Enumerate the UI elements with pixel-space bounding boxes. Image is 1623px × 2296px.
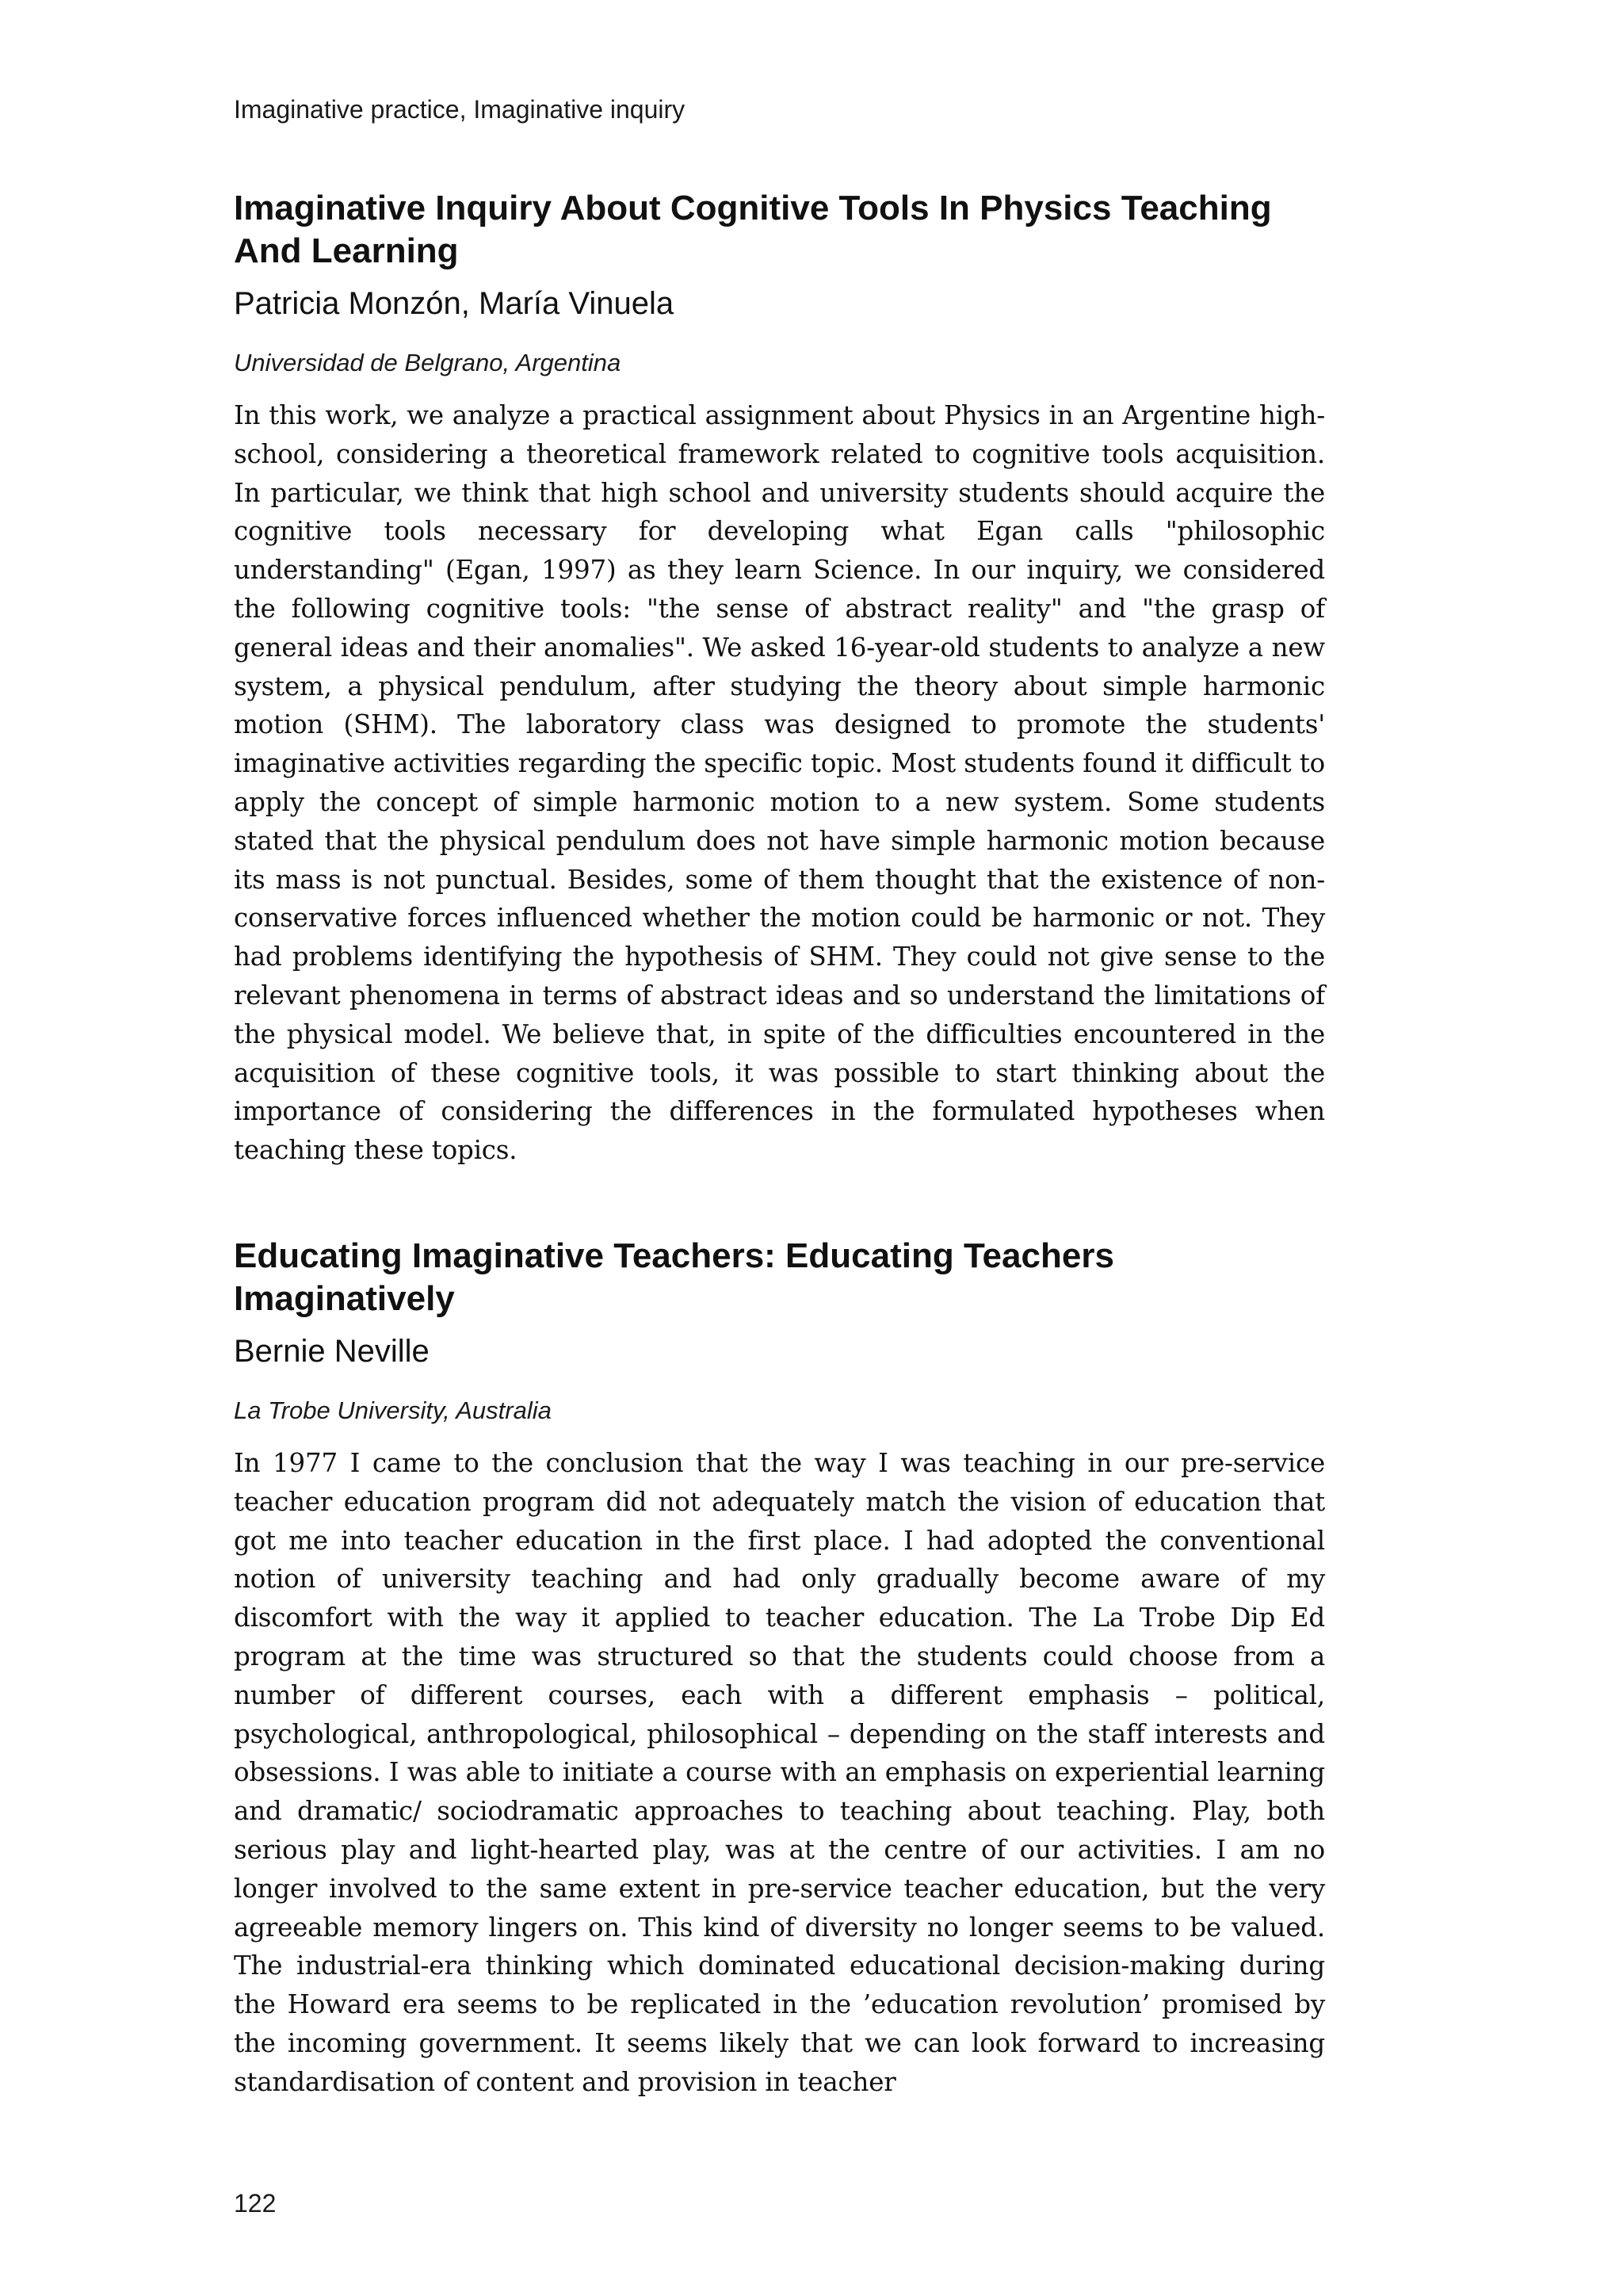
article-cognitive-tools-physics — [234, 187, 1325, 1170]
article-title: Imaginative Inquiry About Cognitive Tools In Physics Teaching And Learning — [234, 189, 1272, 270]
page-number: 122 — [234, 2189, 277, 2218]
article-abstract: In this work, we analyze a practical assignment about Physics in an Argentine high-school, considering a theoretical framework related to cognitive tools acquisition. In particular, we think that high school and university students should acquire the cognitive tools necessary for developing what Egan calls "philosophic understanding" (Egan, 1997) as they learn Science. In our inquiry, we considered the following cognitive tools: "the sense of abstract reality" and "the grasp of general ideas and their anomalies". We asked 16-year-old students to analyze a new system, a physical pendulum, after studying the theory about simple harmonic motion (SHM). The laboratory class was designed to promote the students' imaginative activities regarding the specific topic. Most students found it difficult to apply the concept of simple harmonic motion to a new system. Some students stated that the physical pendulum does not have simple harmonic motion because its mass is not punctual. Besides, some of them thought that the existence of non-conservative forces influenced whether the motion could be harmonic or not. They had problems identifying the hypothesis of SHM. They could not give sense to the relevant phenomena in terms of abstract ideas and so understand the limitations of the physical model. We believe that, in spite of the difficulties encountered in the acquisition of these cognitive tools, it was possible to start thinking about the importance of considering the differences in the formulated hypotheses when teaching these topics. — [234, 400, 1325, 1166]
article-authors: Patricia Monzón, María Vinuela — [234, 286, 674, 321]
article-affiliation: Universidad de Belgrano, Argentina — [234, 349, 621, 376]
article-affiliation: La Trobe University, Australia — [234, 1396, 552, 1424]
running-head: Imaginative practice, Imaginative inquiry — [234, 95, 685, 124]
article-educating-imaginative-teachers — [234, 1235, 1325, 2102]
article-authors: Bernie Neville — [234, 1334, 430, 1369]
document-page — [234, 0, 1325, 2296]
article-abstract: In 1977 I came to the conclusion that the way I was teaching in our pre-service teacher education program did not adequately match the vision of education that got me into teacher education in the first place. I had adopted the conventional notion of university teaching and had only gradually become aware of my discomfort with the way it applied to teacher education. The La Trobe Dip Ed program at the time was structured so that the students could choose from a number of different courses, each with a different emphasis – political, psychological, anthropological, philosophical – depending on the staff interests and obsessions. I was able to initiate a course with an emphasis on experiential learning and dramatic/ sociodramatic approaches to teaching about teaching. Play, both serious play and light-hearted play, was at the centre of our activities. I am no longer involved to the same extent in pre-service teacher education, but the very agreeable memory lingers on. This kind of diversity no longer seems to be valued. The industrial-era thinking which dominated educational decision-making during the Howard era seems to be replicated in the ’education revolution’ promised by the incoming government. It seems likely that we can look forward to increasing standardisation of content and provision in teacher — [234, 1448, 1325, 2097]
article-title: Educating Imaginative Teachers: Educating Teachers Imaginatively — [234, 1236, 1114, 1318]
